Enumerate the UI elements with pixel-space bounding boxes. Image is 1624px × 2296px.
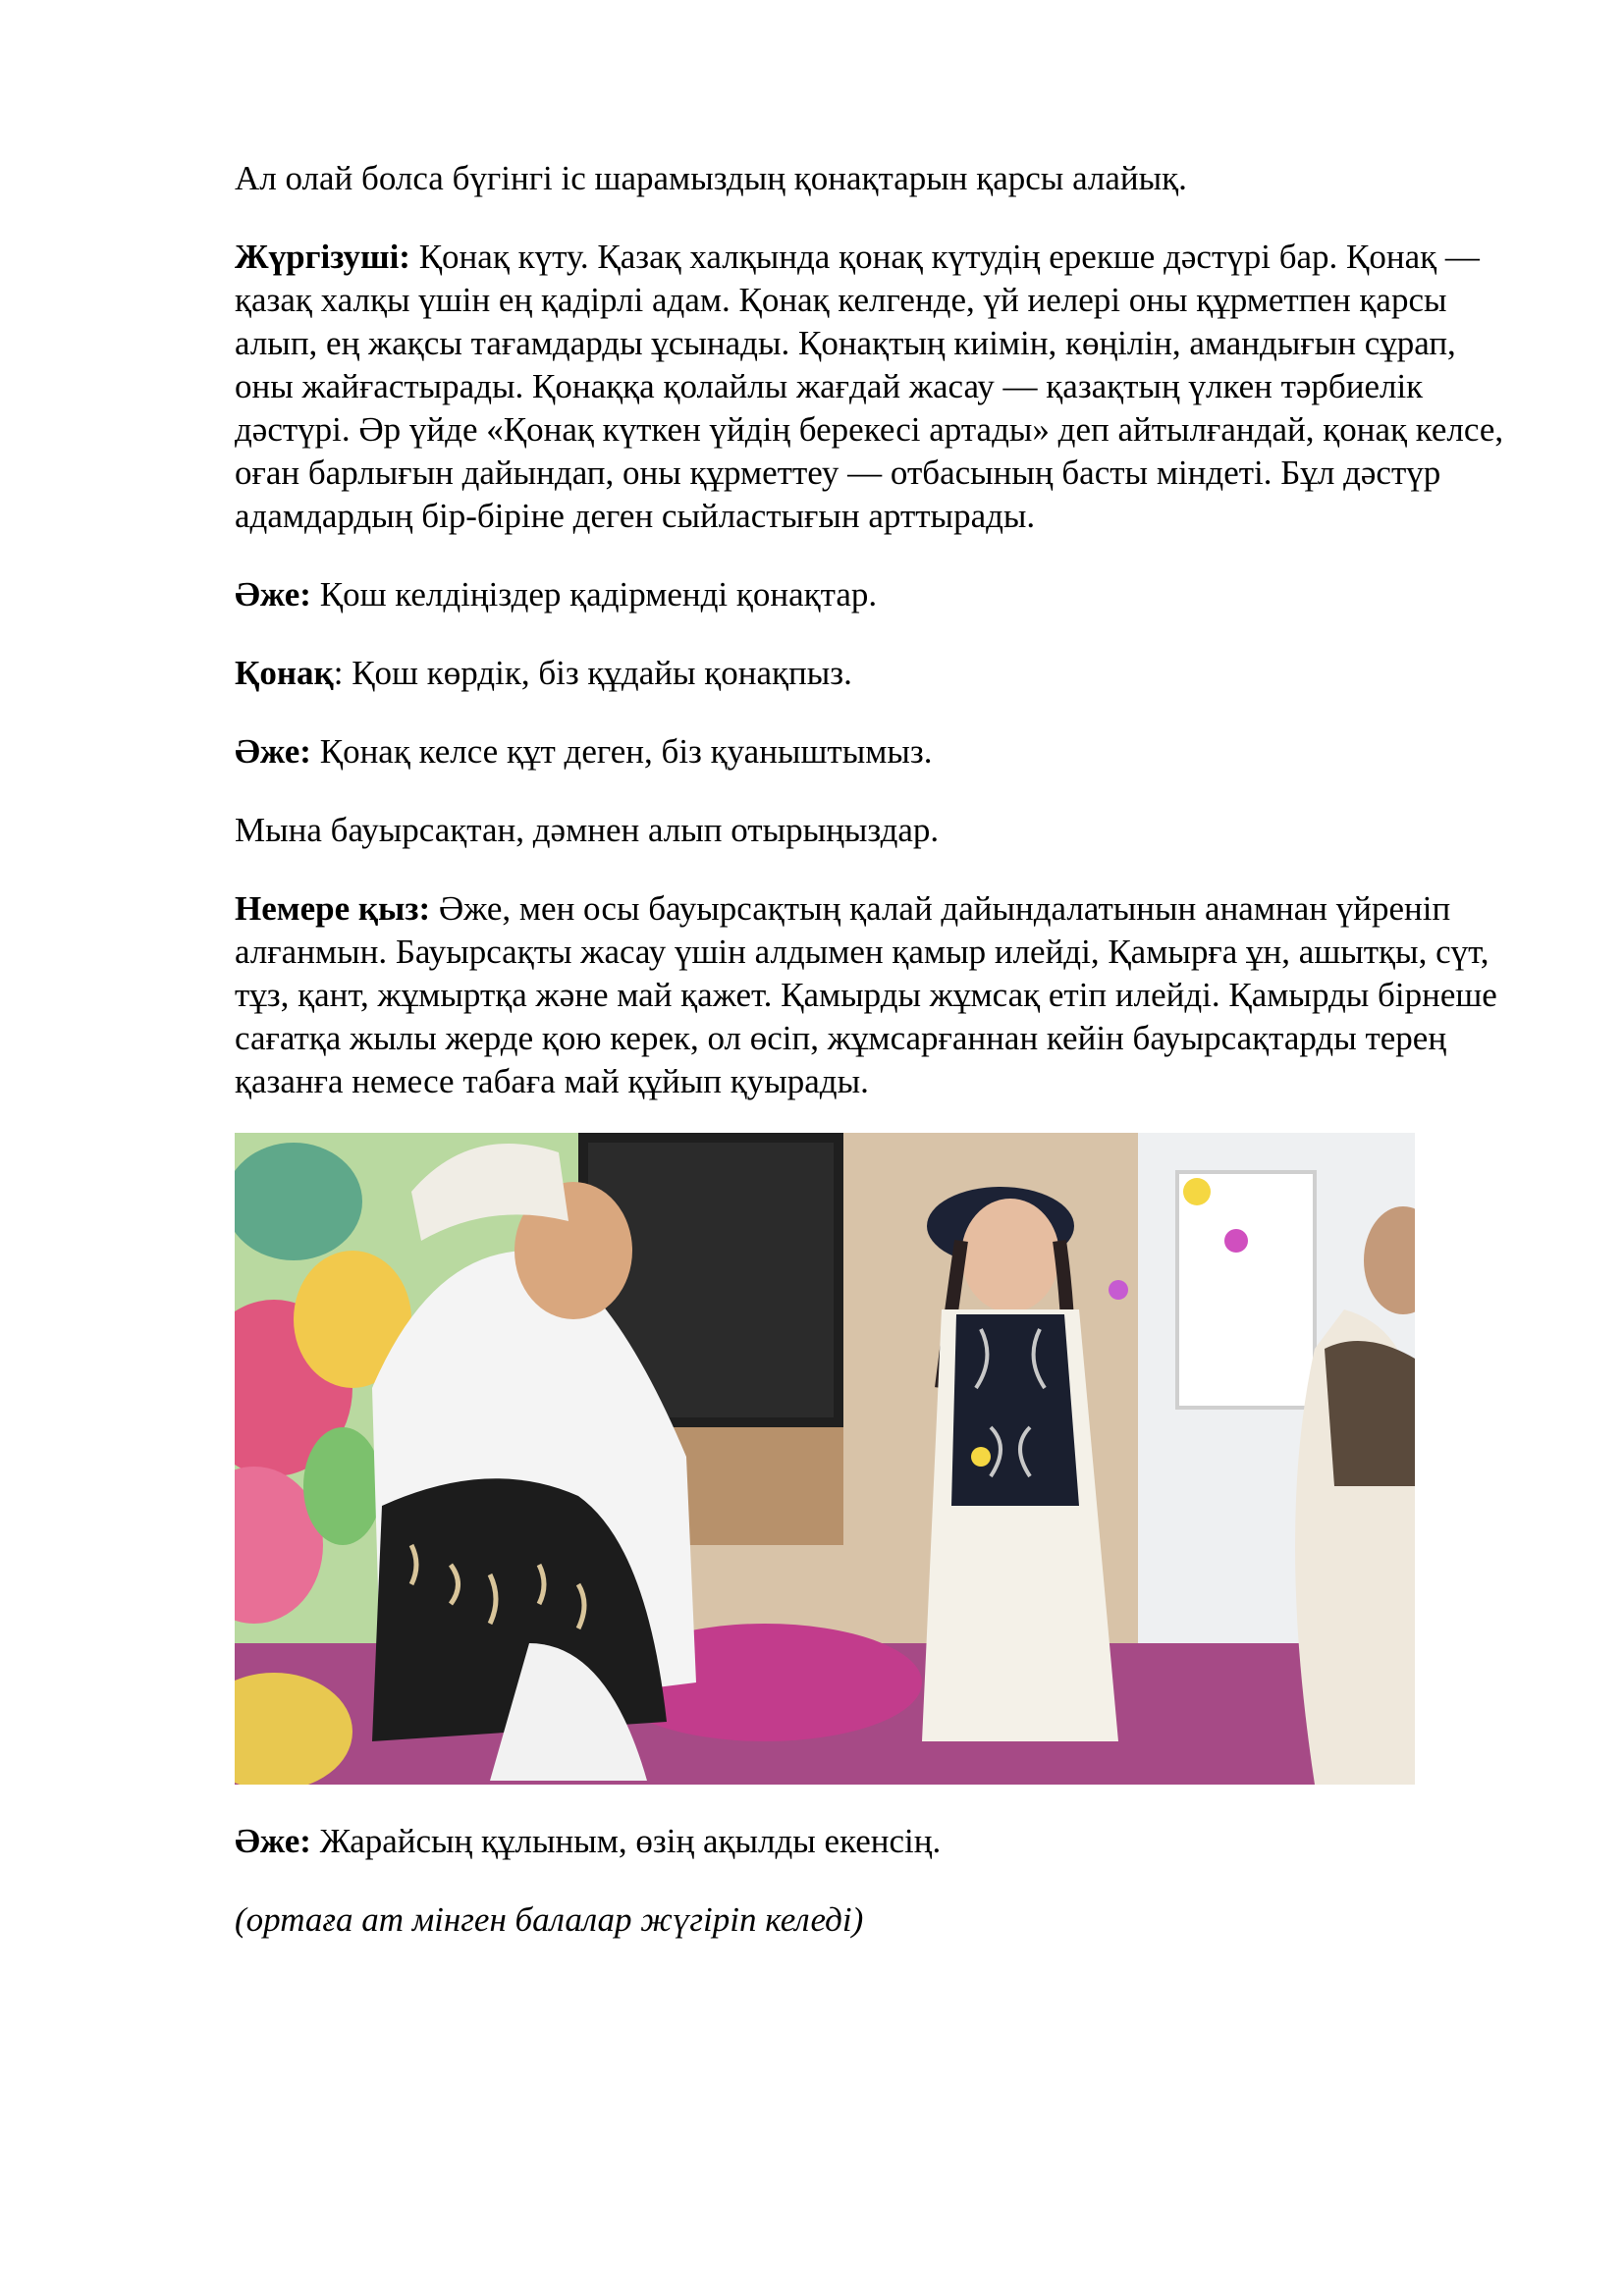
speaker-label: Әже: <box>235 732 311 771</box>
speech-text: Қонақ күту. Қазақ халқында қонақ күтудің ерекше дәстүрі бар. Қонақ — қазақ халқы үшін ең қадірлі адам. Қонақ келгенде, үй иелері оны құрметпен қарсы алып, ең жақсы тағамдарды ұсынады. Қонақтың киімін, көңілін, амандығын сұрап, оны жайғастырады. Қонаққа қолайлы жағдай жасау — қазақтың үлкен тәрбиелік дәстүрі. Әр үйде «Қонақ күткен үйдің берекесі артады» деп айтылғандай, қонақ келсе, оған барлығын дайындап, оны құрметтеу — отбасының басты міндеті. Бұл дәстүр адамдардың бір-біріне деген сыйластығын арттырады. <box>235 238 1504 535</box>
event-photo <box>235 1133 1415 1785</box>
paragraph-guest <box>235 652 1511 695</box>
speech-text: Қош келдіңіздер қадірменді қонақтар. <box>310 575 878 614</box>
speech-text: Әже, мен осы бауырсақтың қалай дайындалатынын анамнан үйреніп алғанмын. Бауырсақты жасау үшін алдымен қамыр илейді, Қамырға ұн, ашытқы, сүт, тұз, қант, жұмыртқа және май қажет. Қамырды жұмсақ етіп илейді. Қамырды бірнеше сағатқа жылы жерде қою керек, ол өсіп, жұмсарғаннан кейін бауырсақтарды терең қазанға немесе табаға май құйып қуырады. <box>235 889 1497 1100</box>
paragraph-grandmother-joy <box>235 730 1511 774</box>
speech-text: Қонақ келсе құт деген, біз қуаныштымыз. <box>310 732 933 771</box>
speaker-label: Жүргізуші: <box>235 238 410 276</box>
paragraph-host <box>235 236 1511 538</box>
speaker-label: Әже: <box>235 1822 311 1860</box>
speech-text: : Қош көрдік, біз құдайы қонақпыз. <box>333 654 852 692</box>
speaker-label: Қонақ <box>235 654 334 692</box>
speaker-label: Әже: <box>235 575 311 614</box>
document-body <box>235 157 1511 1971</box>
speech-text: Жарайсың құлыным, өзің ақылды екенсің. <box>310 1822 942 1860</box>
speaker-label: Немере қыз: <box>235 889 431 928</box>
paragraph-intro: Ал олай болса бүгінгі іс шарамыздың қонақтарын қарсы алайық. <box>235 159 1187 197</box>
paragraph-granddaughter <box>235 887 1511 1103</box>
paragraph-grandmother-greeting <box>235 573 1511 616</box>
stage-direction: (ортаға ат мінген балалар жүгіріп келеді) <box>235 1900 864 1939</box>
paragraph-grandmother-praise <box>235 1820 1511 1863</box>
paragraph-baursak-offer: Мына бауырсақтан, дәмнен алып отырыңыздар. <box>235 811 940 849</box>
